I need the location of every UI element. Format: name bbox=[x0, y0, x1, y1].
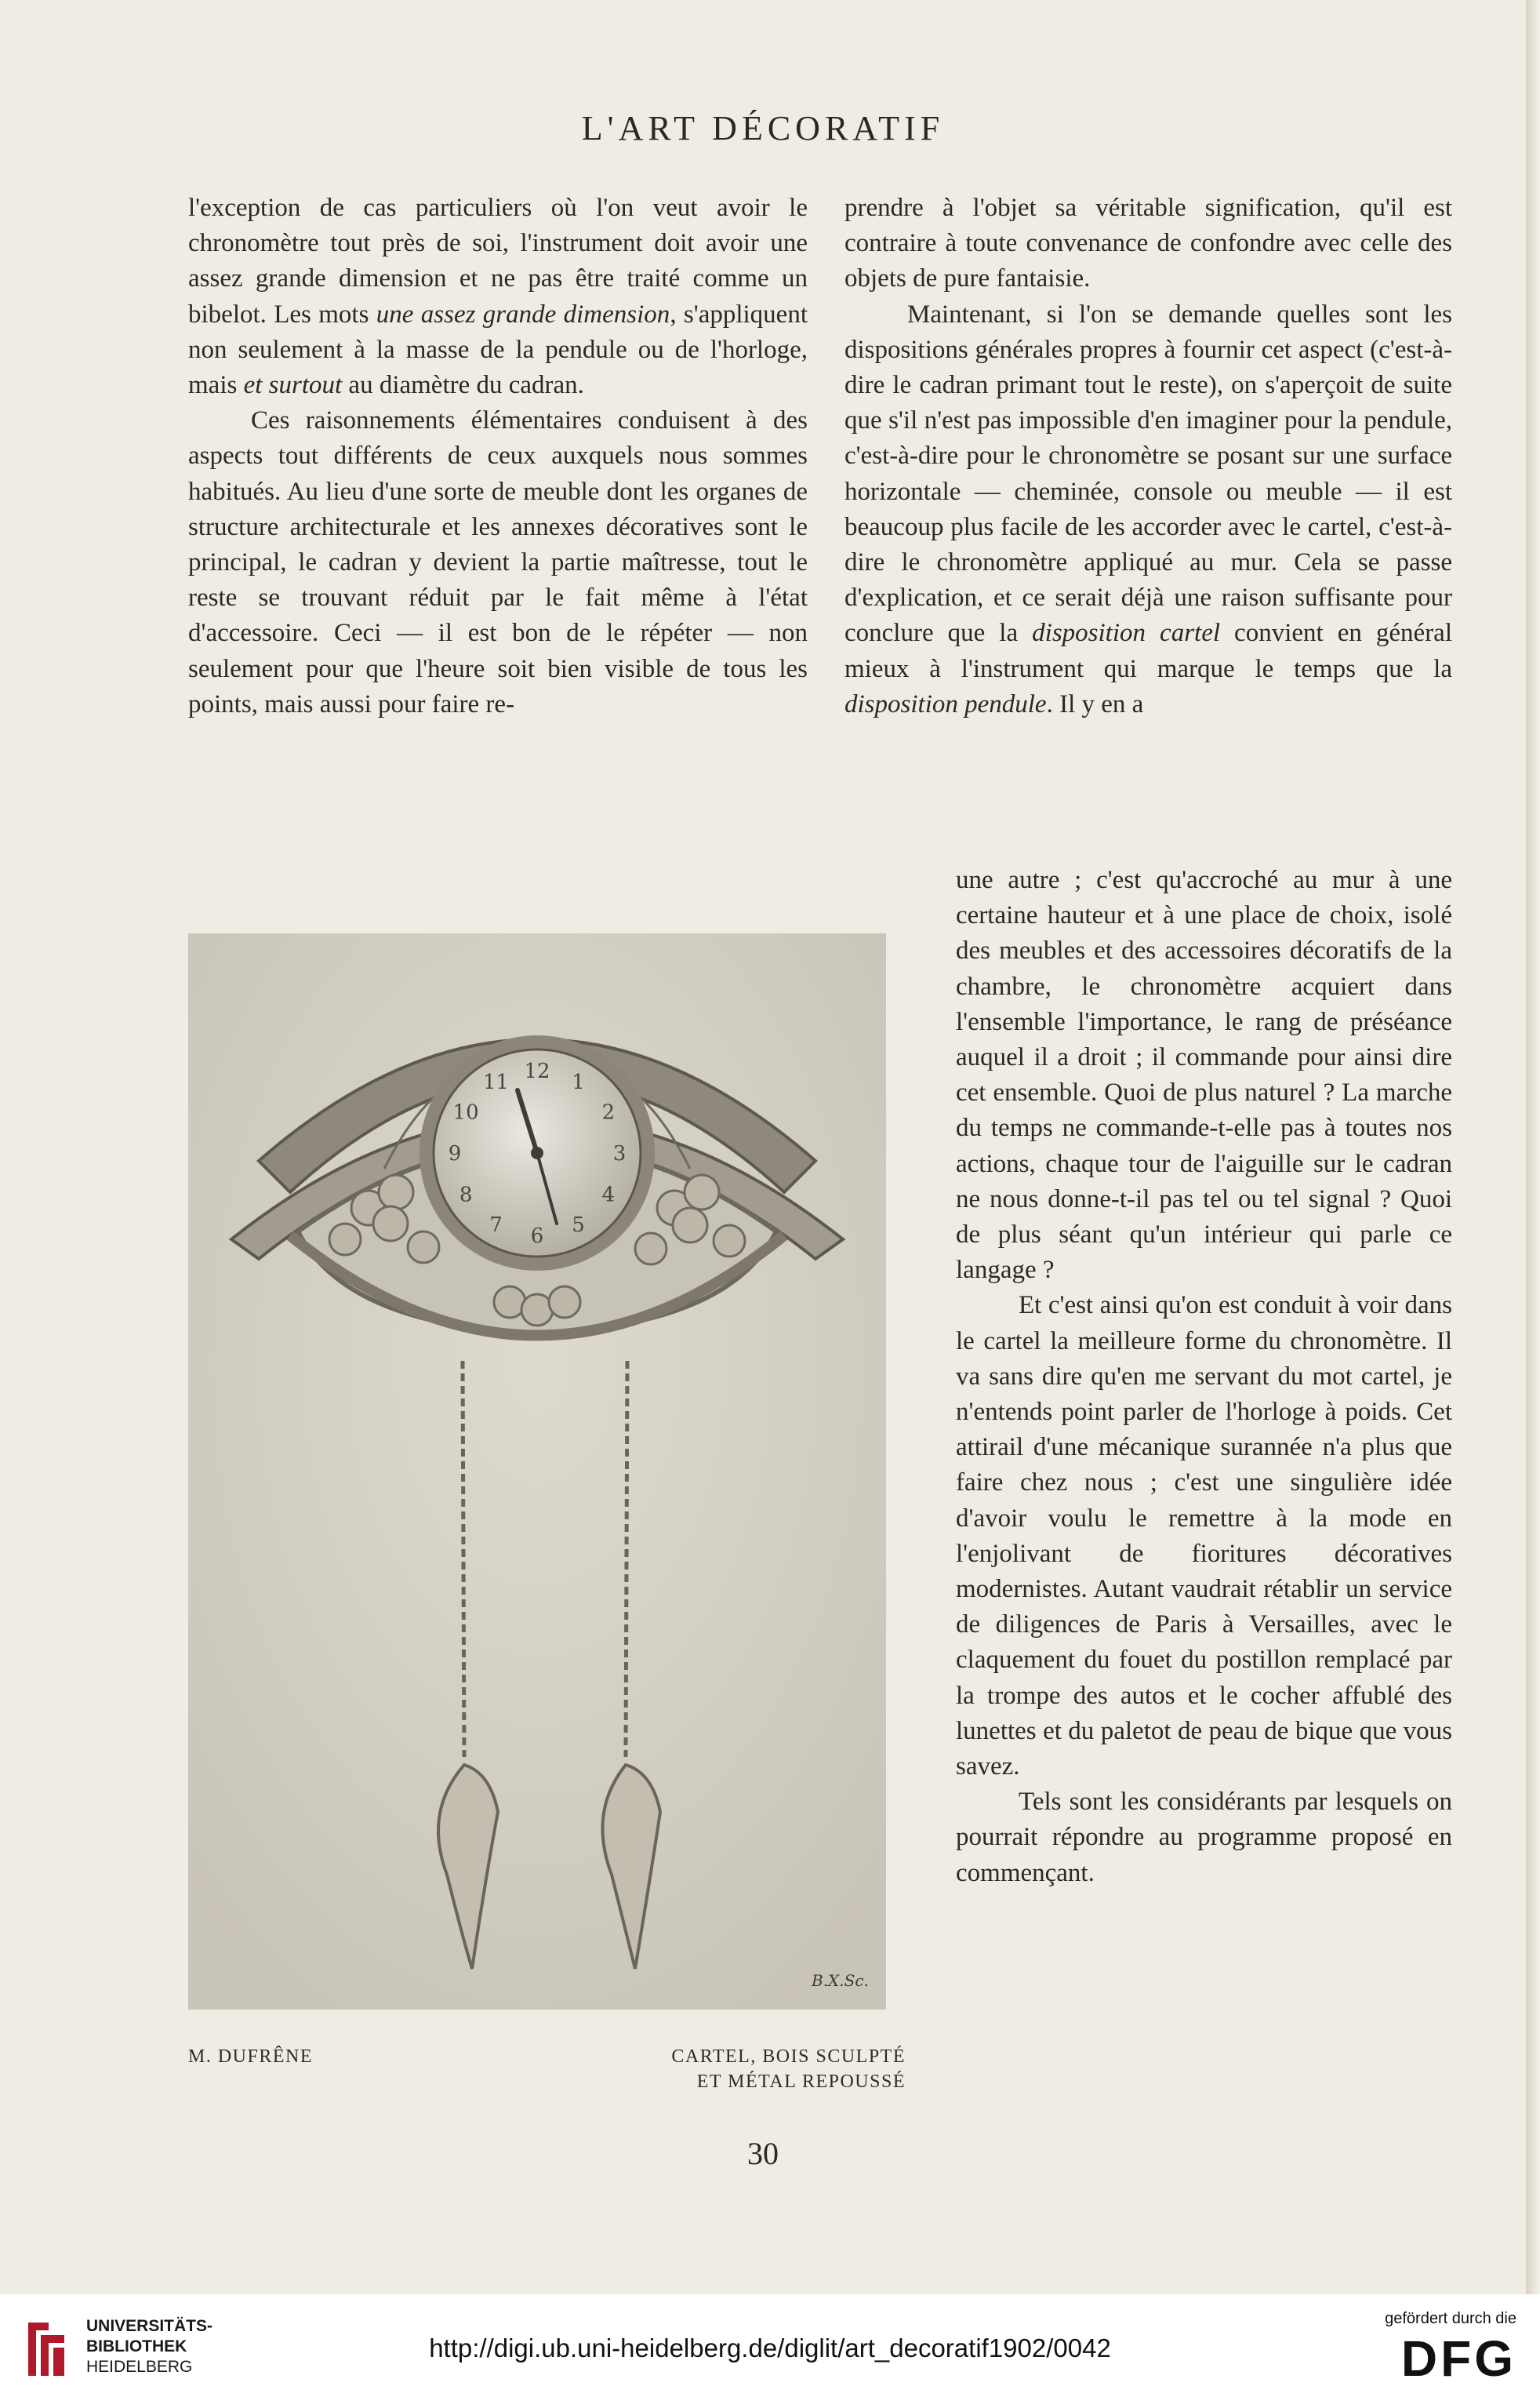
paragraph: l'exception de cas particuliers où l'on veut avoir le chronomètre tout près de soi, l'instrument doit avoir une assez grande dimension et ne pas être traité comme un bibelot. Les mots une assez grande dimension, s'appliquent non seulement à la masse de la pendule ou de l'horloge, mais et surtout au diamètre du cadran. bbox=[188, 194, 808, 400]
dial-numeral: 1 bbox=[572, 1071, 585, 1095]
paragraph: Et c'est ainsi qu'on est conduit à voir dans le cartel la meilleure forme du chronomètre. Il va sans dire qu'en me servant du mot cartel, je n'entends point parler de l'horloge à poids. Cet attirail d'une mécanique surannée n'a plus que faire chez nous ; c'est une singulière idée d'avoir voulu le remettre à la mode en l'enjolivant de fioritures décoratives modernistes. Autant vaudrait rétablir un service de diligences de Paris à Versailles, avec le claquement du fouet du postillon remplacé par la trompe des autos et le cocher affublé des lunettes et du paletot de peau de bique que vous savez. bbox=[956, 1291, 1452, 1781]
library-name-line-2: BIBLIOTHEK bbox=[86, 2337, 187, 2355]
dial-numeral: 9 bbox=[448, 1142, 462, 1166]
dial-numeral: 4 bbox=[601, 1183, 616, 1207]
dial-numeral: 5 bbox=[572, 1213, 585, 1237]
dial-numeral: 2 bbox=[601, 1100, 616, 1125]
text-column-left bbox=[188, 191, 808, 722]
paragraph: une autre ; c'est qu'accroché au mur à une certaine hauteur et à une place de choix, isolé des meubles et des accessoires décoratifs de la chambre, le chronomètre acquiert dans l'ensemble l'importance, le rang de préséance auquel il a droit ; il commande pour ainsi dire cet ensemble. Quoi de plus naturel ? La marche du temps ne commande-t-elle pas à toutes nos actions, chaque tour de l'aiguille sur le cadran ne nous donne-t-il pas tel ou tel signal ? Quoi de plus séant qu'un intérieur qui parle ce langage ? bbox=[956, 866, 1452, 1285]
caption-title-line-2: ET MÉTAL REPOUSSÉ bbox=[696, 2072, 906, 2092]
dial-numeral: 11 bbox=[482, 1071, 510, 1095]
caption-author: M. DUFRÊNE bbox=[188, 2046, 314, 2067]
page-number: 30 bbox=[747, 2136, 779, 2171]
paragraph: Ces raisonnements élémentaires conduisent à des aspects tout différents de ceux auxquels nous sommes habitués. Au lieu d'une sorte de meuble dont les organes de structure architecturale et les annexes décoratives sont le principal, le cadran y devient la partie maîtresse, tout le reste se trouvant réduit par le fait même à l'état d'accessoire. Ceci — il est bon de le répéter — non seulement pour que l'heure soit bien visible de tous les points, mais aussi pour faire re- bbox=[188, 406, 808, 718]
dial-numeral: 3 bbox=[612, 1142, 627, 1166]
wall-clock-illustration bbox=[188, 933, 886, 2010]
caption-title bbox=[655, 2044, 906, 2094]
paragraph: Maintenant, si l'on se demande quelles sont les dispositions générales propres à fournir cet aspect (c'est-à-dire le cadran primant tout le reste), on s'aperçoit de suite que s'il n'est pas impossible d'en imaginer pour la pendule, c'est-à-dire pour le chronomètre se posant sur une surface horizontale — cheminée, console ou meuble — il est beaucoup plus facile de les accorder avec le cartel, c'est-à-dire le chronomètre appliqué au mur. Cela se passe d'explication, et ce serait déjà une raison suffisante pour conclure que la disposition cartel convient en général mieux à l'instrument qui marque le temps que la disposition pendule. Il y en a bbox=[844, 300, 1452, 718]
library-name-line-1: UNIVERSITÄTS- bbox=[86, 2317, 213, 2335]
dial-numeral: 10 bbox=[452, 1100, 479, 1125]
dfg-logo: DFG bbox=[1400, 2330, 1516, 2387]
paragraph: prendre à l'objet sa véritable signification, qu'il est contraire à toute convenance de confondre avec celle des objets de pure fantaisie. bbox=[844, 194, 1452, 293]
funder-block bbox=[1385, 2310, 1516, 2386]
funder-text: gefördert durch die bbox=[1385, 2310, 1516, 2327]
library-name-line-3: HEIDELBERG bbox=[86, 2358, 193, 2376]
permalink-url[interactable]: http://digi.ub.uni-heidelberg.de/diglit/art_decoratif1902/0042 bbox=[429, 2333, 1111, 2363]
dial-numeral: 6 bbox=[530, 1224, 544, 1248]
dial-numeral: 7 bbox=[489, 1213, 503, 1237]
dial-numeral: 8 bbox=[459, 1183, 473, 1207]
paragraph: Tels sont les considérants par lesquels on pourrait répondre au programme proposé en commençant. bbox=[956, 1788, 1452, 1887]
page-edge bbox=[1526, 0, 1540, 2294]
clock-dial bbox=[420, 1035, 655, 1271]
text-column-right-top bbox=[844, 191, 1452, 722]
text-column-right-bottom bbox=[956, 863, 1452, 1891]
running-head: L'ART DÉCORATIF bbox=[581, 109, 945, 147]
digitization-footer bbox=[0, 2294, 1540, 2408]
dial-numeral: 12 bbox=[524, 1060, 550, 1083]
caption-title-line-1: CARTEL, BOIS SCULPTÉ bbox=[671, 2046, 906, 2067]
clock-photograph bbox=[188, 933, 886, 2010]
artist-signature: B.X.Sc. bbox=[812, 1971, 869, 1990]
